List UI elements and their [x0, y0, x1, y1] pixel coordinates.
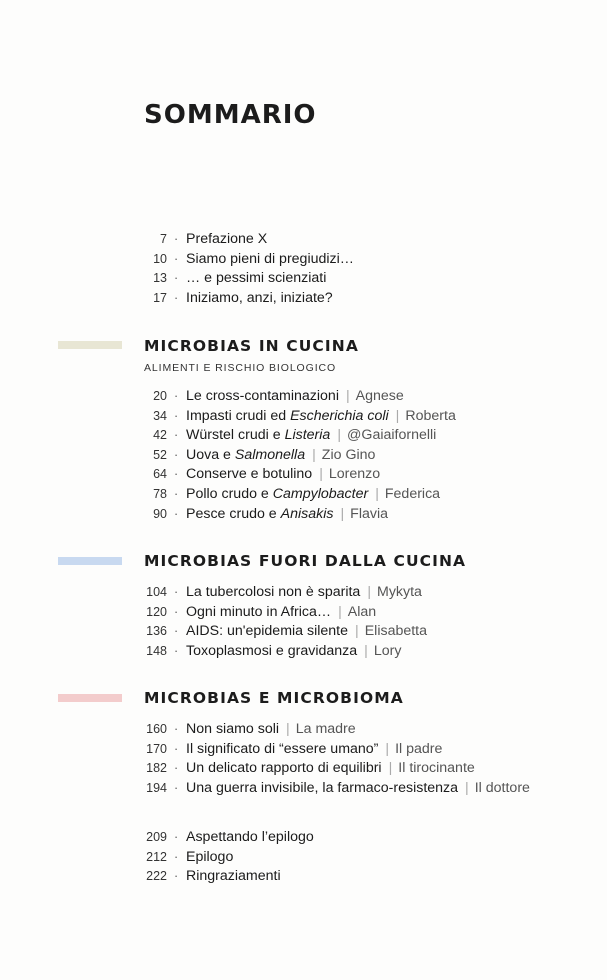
page-number: 90: [153, 506, 167, 521]
entry-title: Aspettando l’epilogo: [186, 829, 314, 845]
page-number: 104: [146, 585, 167, 599]
page-number: 212: [146, 849, 167, 864]
entry-title: Non siamo soli | La madre: [186, 721, 356, 737]
section-color-bar: [58, 694, 122, 702]
separator-dot: ·: [174, 849, 179, 864]
entry-title: Pesce crudo e Anisakis | Flavia: [186, 505, 389, 522]
separator-dot: ·: [174, 467, 179, 482]
separator-dot: ·: [174, 643, 179, 658]
entry-author: Alan: [347, 603, 377, 620]
section-heading: MICROBIAS E MICROBIOMA: [144, 689, 404, 707]
section-subtitle: ALIMENTI E RISCHIO BIOLOGICO: [144, 362, 337, 374]
entry-title: Ogni minuto in Africa… | Alan: [186, 603, 377, 620]
page-number: 170: [146, 741, 167, 756]
page-title: SOMMARIO: [144, 100, 317, 130]
entry-author: Il tirocinante: [398, 760, 475, 777]
toc-entry[interactable]: [0, 426, 607, 446]
toc-entry[interactable]: [0, 289, 607, 309]
toc-entry[interactable]: [0, 446, 607, 466]
toc-entry[interactable]: [0, 779, 607, 799]
page-number: 64: [153, 467, 167, 482]
toc-entry[interactable]: [0, 465, 607, 485]
entry-title: Toxoplasmosi e gravidanza | Lory: [186, 642, 402, 659]
separator-dot: ·: [174, 271, 179, 286]
toc-entry[interactable]: [0, 759, 607, 779]
entry-title: Una guerra invisibile, la farmaco-resistenza | Il dottore: [186, 779, 530, 796]
separator-dot: ·: [174, 830, 179, 844]
entry-author: Federica: [384, 485, 441, 502]
entry-author: Agnese: [355, 388, 404, 404]
toc-entry[interactable]: [0, 387, 607, 407]
separator-dot: ·: [174, 741, 179, 756]
toc-entry[interactable]: [0, 250, 607, 270]
page-number: 20: [153, 389, 167, 403]
entry-author: Il dottore: [474, 779, 530, 796]
entry-title: AIDS: un'epidemia silente | Elisabetta: [186, 623, 428, 640]
page-number: 209: [146, 830, 167, 844]
page-number: 17: [153, 290, 167, 305]
entry-title: Siamo pieni di pregiudizi…: [186, 250, 354, 267]
page-number: 120: [146, 604, 167, 619]
entry-title: Il significato di “essere umano” | Il padre: [186, 740, 443, 757]
separator-dot: ·: [174, 604, 179, 619]
section-entries: [0, 720, 607, 798]
separator-dot: ·: [174, 428, 179, 443]
entry-title: Conserve e botulino | Lorenzo: [186, 466, 381, 483]
entry-title: … e pessimi scienziati: [186, 270, 327, 287]
separator-dot: ·: [174, 232, 179, 246]
page-number: 182: [146, 761, 167, 776]
entry-author: @Gaiaifornelli: [347, 427, 437, 444]
separator-dot: ·: [174, 486, 179, 501]
separator-dot: ·: [174, 389, 179, 403]
entry-title: Ringraziamenti: [186, 868, 281, 885]
toc-entry[interactable]: [0, 867, 607, 887]
separator-dot: ·: [174, 624, 179, 639]
entry-title: Un delicato rapporto di equilibri | Il tirocinante: [186, 760, 475, 777]
entry-title: La tubercolosi non è sparita | Mykyta: [186, 584, 422, 600]
entry-title: Uova e Salmonella | Zio Gino: [186, 446, 376, 463]
page-number: 160: [146, 722, 167, 736]
intro-list: [0, 230, 607, 308]
section-color-bar: [58, 341, 122, 349]
entry-author: Lorenzo: [328, 466, 381, 483]
separator-dot: ·: [174, 722, 179, 736]
page-number: 7: [160, 232, 167, 246]
toc-entry[interactable]: [0, 642, 607, 662]
page-number: 136: [146, 624, 167, 639]
entry-author: La madre: [295, 721, 356, 737]
entry-author: Il padre: [395, 740, 443, 757]
page-number: 78: [153, 486, 167, 501]
toc-entry[interactable]: [0, 407, 607, 427]
page-number: 222: [146, 869, 167, 884]
entry-author: Roberta: [405, 407, 456, 424]
toc-entry[interactable]: [0, 505, 607, 525]
separator-dot: ·: [174, 506, 179, 521]
section-entries: [0, 387, 607, 524]
separator-dot: ·: [174, 447, 179, 462]
page-number: 13: [153, 271, 167, 286]
entry-title: Epilogo: [186, 848, 234, 865]
separator-dot: ·: [174, 585, 179, 599]
page-number: 10: [153, 251, 167, 266]
page-number: 34: [153, 408, 167, 423]
toc-entry[interactable]: [0, 622, 607, 642]
entry-title: Würstel crudi e Listeria | @Gaiaifornelli: [186, 427, 437, 444]
toc-entry[interactable]: [0, 269, 607, 289]
section-heading: MICROBIAS FUORI DALLA CUCINA: [144, 552, 467, 570]
entry-title: Prefazione X: [186, 231, 268, 247]
page-number: 42: [153, 428, 167, 443]
entry-author: Lory: [373, 642, 402, 659]
page-number: 148: [146, 643, 167, 658]
toc-entry[interactable]: [0, 740, 607, 760]
toc-entry[interactable]: [0, 485, 607, 505]
outro-list: [0, 828, 607, 887]
toc-entry[interactable]: [0, 583, 607, 603]
separator-dot: ·: [174, 251, 179, 266]
separator-dot: ·: [174, 290, 179, 305]
section-entries: [0, 583, 607, 661]
entry-author: Zio Gino: [321, 446, 376, 463]
entry-author: Mykyta: [377, 584, 422, 600]
entry-title: Iniziamo, anzi, iniziate?: [186, 289, 333, 306]
page-number: 194: [146, 780, 167, 795]
section-color-bar: [58, 557, 122, 565]
section-heading: MICROBIAS IN CUCINA: [144, 337, 359, 355]
toc-entry[interactable]: [0, 828, 607, 848]
entry-title: Pollo crudo e Campylobacter | Federica: [186, 485, 441, 502]
page-number: 52: [153, 447, 167, 462]
separator-dot: ·: [174, 869, 179, 884]
separator-dot: ·: [174, 761, 179, 776]
toc-entry[interactable]: [0, 720, 607, 740]
entry-author: Elisabetta: [364, 623, 428, 640]
entry-title: Le cross-contaminazioni | Agnese: [186, 388, 404, 404]
toc-entry[interactable]: [0, 230, 607, 250]
entry-author: Flavia: [350, 505, 389, 522]
separator-dot: ·: [174, 780, 179, 795]
entry-title: Impasti crudi ed Escherichia coli | Roberta: [186, 407, 456, 424]
toc-entry[interactable]: [0, 603, 607, 623]
toc-entry[interactable]: [0, 848, 607, 868]
separator-dot: ·: [174, 408, 179, 423]
